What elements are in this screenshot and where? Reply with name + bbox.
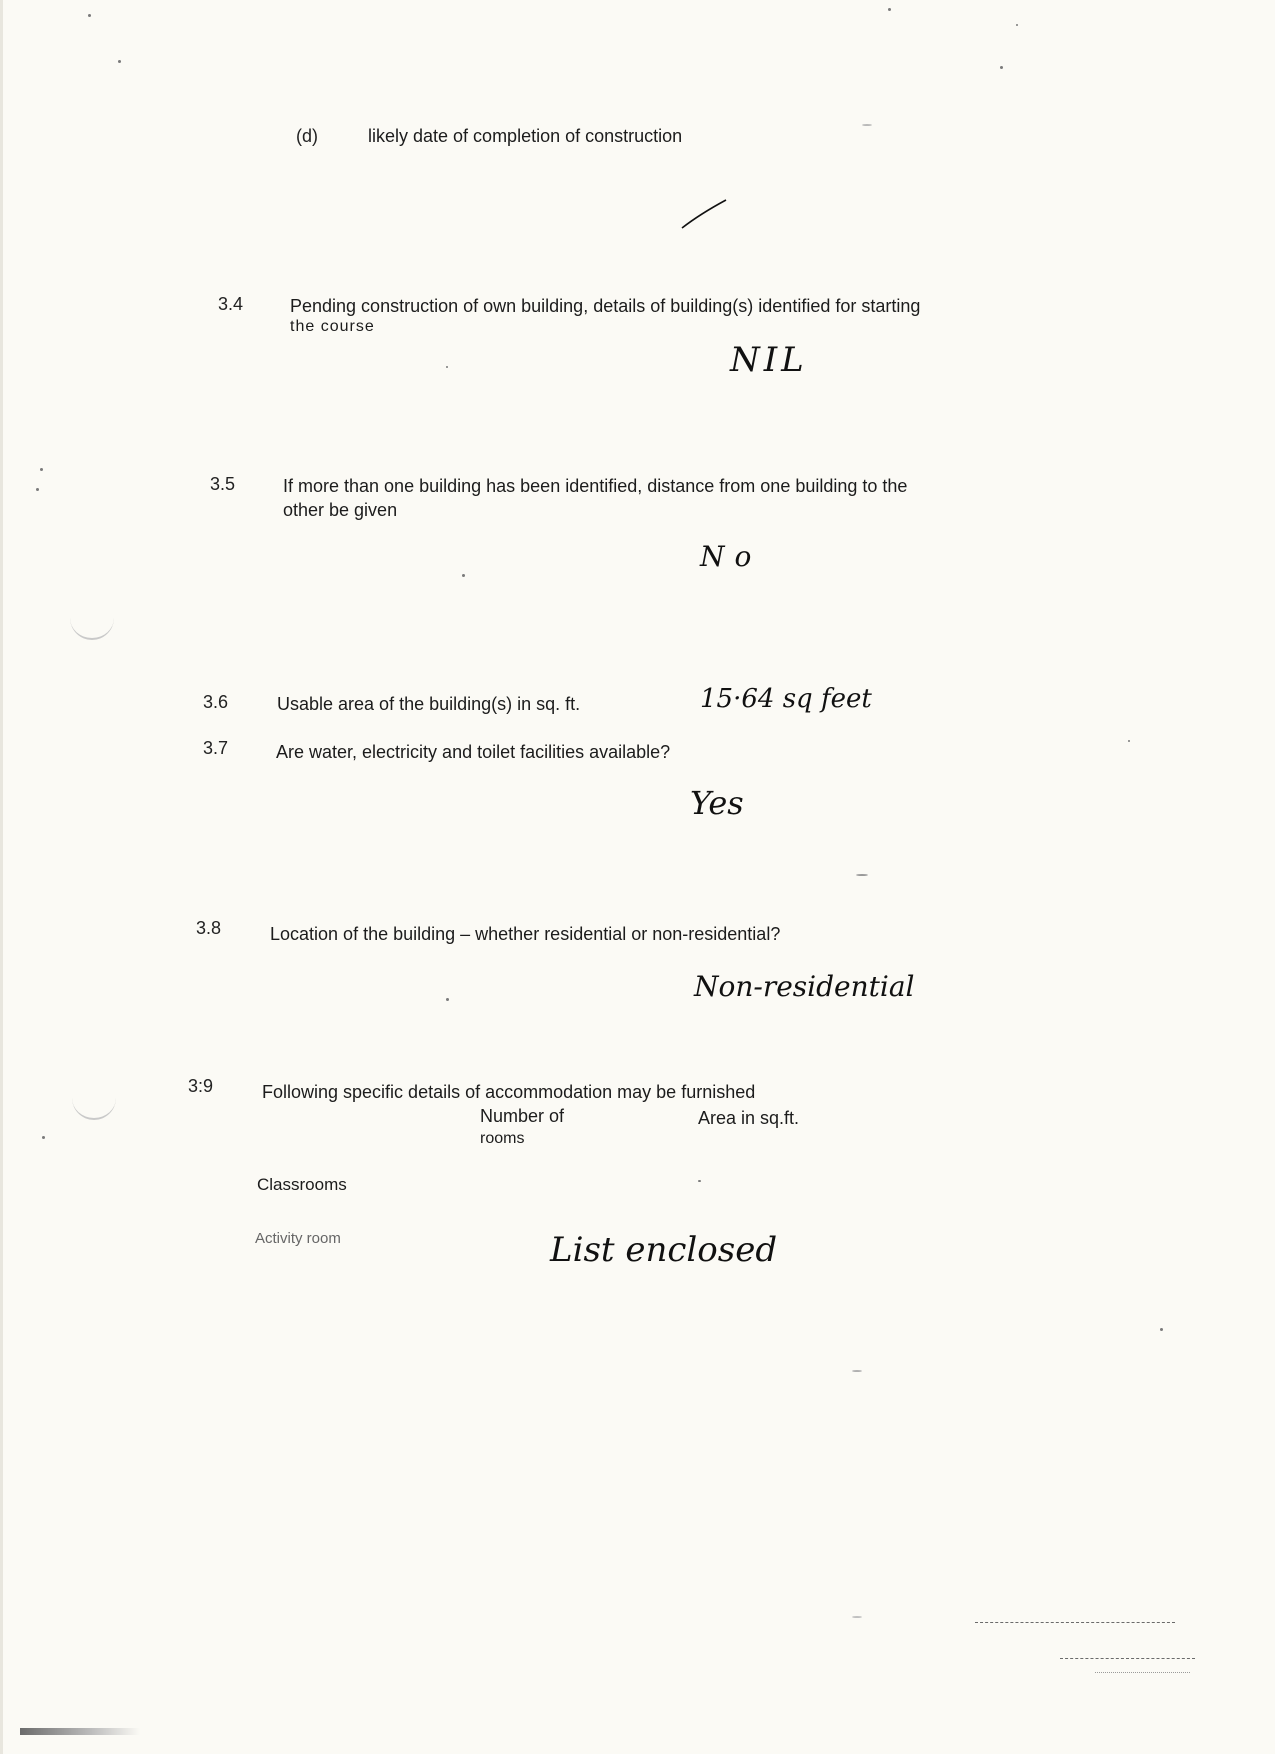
col-header-area: Area in sq.ft. [698, 1108, 800, 1128]
signature-line [1095, 1672, 1190, 1673]
scan-speck [36, 488, 39, 491]
item-3-7-answer: Yes [690, 784, 744, 822]
item-3-5-number: 3.5 [210, 474, 236, 494]
col-header-rooms-line1: Number of [480, 1106, 565, 1126]
scan-speck [856, 874, 868, 876]
item-3-7-question: Are water, electricity and toilet facilities available? [276, 742, 671, 762]
item-3-8-number: 3.8 [196, 918, 222, 938]
item-3-4-question-line2: the course [290, 318, 375, 335]
scan-speck [862, 124, 872, 126]
item-3-8-question: Location of the building – whether residential or non-residential? [270, 924, 781, 944]
scan-speck [446, 366, 448, 368]
item-d-number: (d) [296, 126, 318, 146]
scan-speck [1160, 1328, 1163, 1331]
item-d-answer [680, 198, 730, 236]
scan-speck [1016, 24, 1018, 26]
scan-speck [1000, 66, 1003, 69]
scan-speck [40, 468, 43, 471]
item-3-5-question-line2: other be given [283, 500, 398, 520]
signature-line [975, 1622, 1175, 1623]
item-3-5-answer: No [700, 540, 762, 573]
item-3-9-answer: List enclosed [550, 1230, 778, 1270]
scan-speck [888, 8, 891, 11]
row-label-activity-room: Activity room [255, 1230, 341, 1247]
item-3-4-answer: NIL [730, 340, 808, 380]
signature-line [1060, 1658, 1195, 1659]
item-3-6-number: 3.6 [203, 692, 229, 712]
item-3-8-answer: Non-residential [694, 970, 915, 1003]
item-3-5-question-line1: If more than one building has been identified, distance from one building to the [283, 476, 908, 496]
scan-speck [698, 1180, 701, 1182]
item-3-9-number: 3:9 [188, 1076, 214, 1096]
punch-hole-mark [70, 608, 114, 640]
item-d-question: likely date of completion of construction [368, 126, 683, 146]
scan-speck [446, 998, 449, 1001]
scan-edge-shadow [20, 1728, 140, 1735]
handwritten-slash [680, 198, 730, 232]
row-label-classrooms: Classrooms [257, 1175, 347, 1194]
scan-speck [462, 574, 465, 577]
col-header-rooms-line2: rooms [480, 1130, 525, 1147]
item-3-6-question: Usable area of the building(s) in sq. ft. [277, 694, 581, 714]
scan-speck [1128, 740, 1130, 742]
scan-speck [88, 14, 91, 17]
item-3-6-answer: 15·64 sq feet [700, 684, 872, 714]
scan-speck [852, 1370, 862, 1372]
item-3-9-question: Following specific details of accommodation may be furnished [262, 1082, 756, 1102]
item-3-4-question-line1: Pending construction of own building, details of building(s) identified for starting [290, 296, 921, 316]
scan-speck [118, 60, 121, 63]
item-3-4-number: 3.4 [218, 294, 244, 314]
scan-speck [42, 1136, 45, 1139]
punch-hole-mark [72, 1088, 116, 1120]
scan-speck [852, 1616, 862, 1618]
scan-edge-line [0, 0, 3, 1754]
item-3-7-number: 3.7 [203, 738, 229, 758]
